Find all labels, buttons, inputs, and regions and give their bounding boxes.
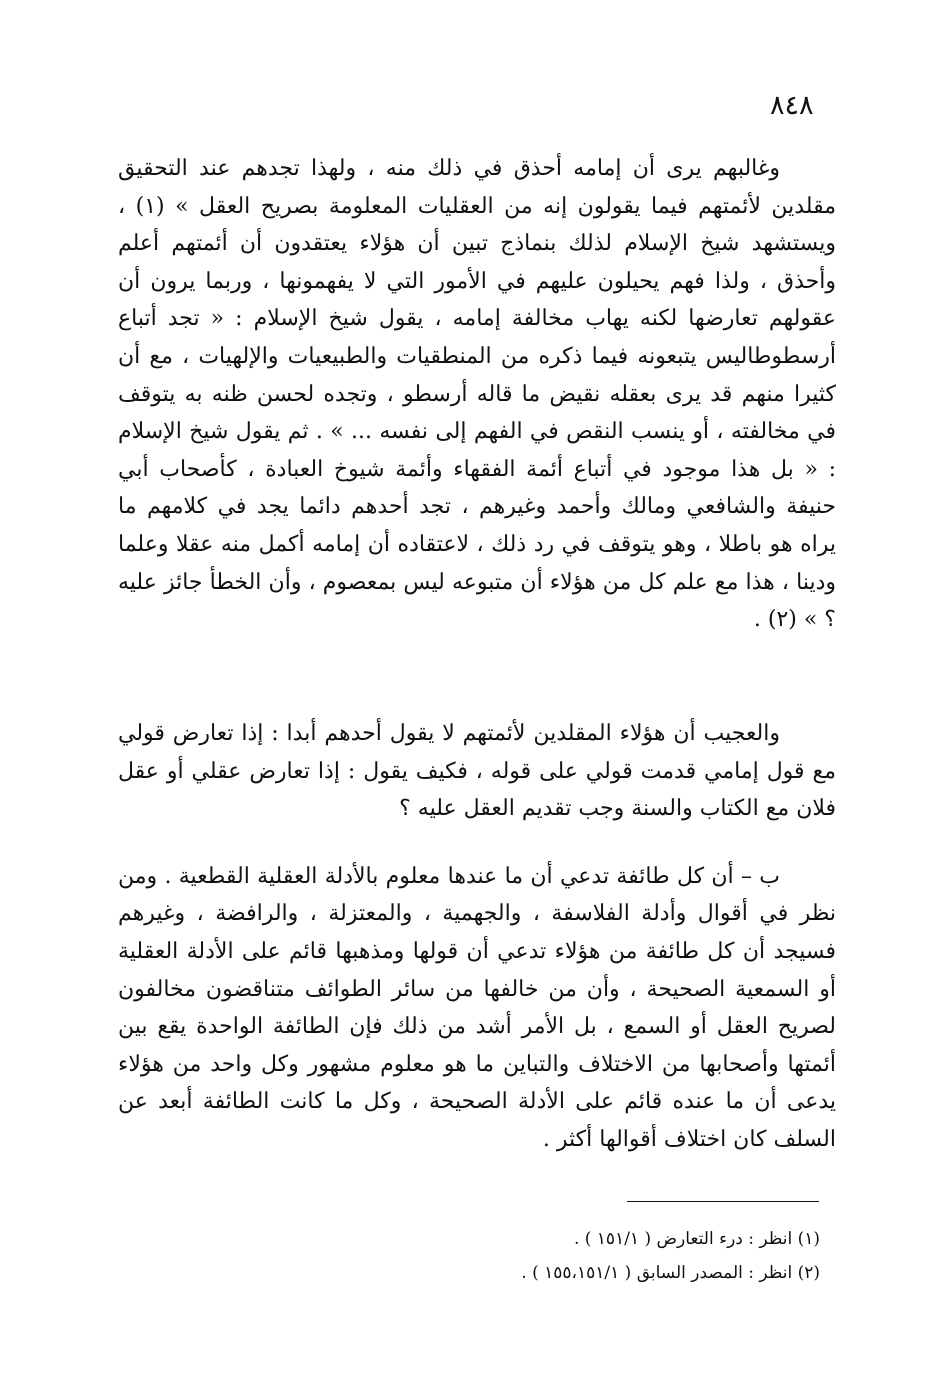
paragraph-gap bbox=[118, 828, 836, 858]
footnote-1: (١) انظر : درء التعارض ( ١٥١/١ ) . bbox=[573, 1229, 820, 1249]
paragraph-1: وغالبهم يرى أن إمامه أحذق في ذلك منه ، ولهذا تجدهم عند التحقيق مقلدين لأئمتهم فيما يقولون إنه من العقليات المعلومة بصريح العقل » (١) ، ويستشهد شيخ الإسلام لذلك بنماذج تبين أن هؤلاء يعتقدون أن أئمتهم أعلم وأحذق ، ولذا فهم يحيلون عليهم في الأمور التي لا يفهمونها ، وربما يرون أن عقولهم تعارضها لكنه يهاب مخالفة إمامه ، يقول شيخ الإسلام : « تجد أتباع أرسطوطاليس يتبعونه فيما ذكره من المنطقيات والطبيعيات والإلهيات ، مع أن كثيرا منهم قد يرى بعقله نقيض ما قاله أرسطو ، وتجده لحسن ظنه به يتوقف في مخالفته ، أو ينسب النقص في الفهم إلى نفسه ... » . ثم يقول شيخ الإسلام : « بل هذا موجود في أتباع أئمة الفقهاء وأئمة شيوخ العبادة ، كأصحاب أبي حنيفة والشافعي ومالك وأحمد وغيرهم ، تجد أحدهم دائما يجد في كلامهم ما يراه هو باطلا ، وهو يتوقف في رد ذلك ، لاعتقاده أن إمامه أكمل منه عقلا وعلما ودينا ، هذا مع علم كل من هؤلاء أن متبوعه ليس بمعصوم ، وأن الخطأ جائز عليه ؟ » (٢) . bbox=[118, 156, 837, 633]
paragraph-3: ب – أن كل طائفة تدعي أن ما عندها معلوم بالأدلة العقلية القطعية . ومن نظر في أقوال وأدلة الفلاسفة ، والجهمية ، والمعتزلة ، والرافضة ، وغيرهم فسيجد أن كل طائفة من هؤلاء تدعي أن قولها ومذهبها قائم على الأدلة العقلية أو السمعية الصحيحة ، وأن من خالفها من سائر الطوائف متناقضون مخالفون لصريح العقل أو السمع ، بل الأمر أشد من ذلك فإن الطائفة الواحدة يقع بين أئمتها وأصحابها من الاختلاف والتباين ما هو معلوم مشهور وكل واحد من هؤلاء يدعى أن ما عنده قائم على الأدلة الصحيحة ، وكل ما كانت الطائفة أبعد عن السلف كان اختلاف أقوالها أكثر . bbox=[118, 863, 836, 1152]
main-text bbox=[118, 150, 836, 1159]
paragraph-gap bbox=[118, 677, 836, 715]
footnote-2: (٢) انظر : المصدر السابق ( ١٥٥،١٥١/١ ) . bbox=[521, 1263, 820, 1283]
paragraph-2: والعجيب أن هؤلاء المقلدين لأئمتهم لا يقول أحدهم أبدا : إذا تعارض قولي مع قول إمامي قدمت قولي على قوله ، فكيف يقول : إذا تعارض عقلي أو عقل فلان مع الكتاب والسنة وجب تقديم العقل عليه ؟ bbox=[118, 721, 836, 822]
footnotes bbox=[300, 1222, 820, 1290]
footnote-separator bbox=[627, 1201, 819, 1202]
page-number: ٨٤٨ bbox=[770, 90, 814, 121]
